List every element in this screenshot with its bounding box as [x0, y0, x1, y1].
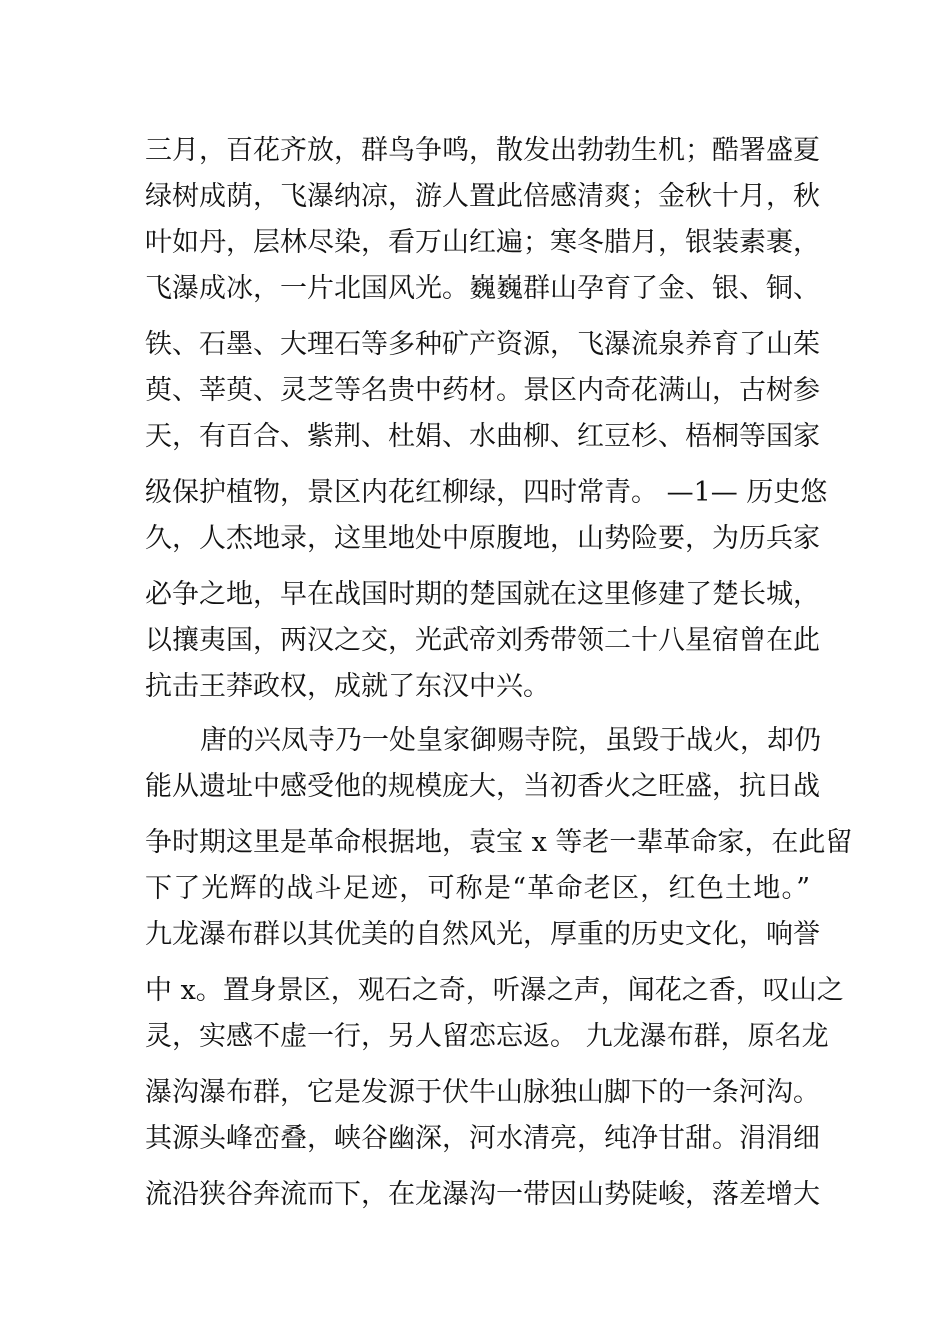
text-line: 流沿狭谷奔流而下，在龙瀑沟一带因山势陡峻，落差增大 [145, 1179, 820, 1210]
text-line: 九龙瀑布群以其优美的自然风光，厚重的历史文化，响誉 [145, 919, 820, 950]
text-line: 萸、莘萸、灵芝等名贵中药材。景区内奇花满山，古树参 [145, 375, 820, 406]
text-line: 争时期这里是革命根据地，袁宝 x 等老一辈革命家，在此留 [145, 827, 853, 858]
text-line: 级保护植物，景区内花红柳绿，四时常青。 —1— 历史悠 [145, 477, 828, 508]
text-line: 唐的兴凤寺乃一处皇家御赐寺院，虽毁于战火，却仍 [200, 725, 821, 756]
text-line: 下了光辉的战斗足迹，可称是“革命老区，红色土地。” [145, 873, 810, 904]
text-line: 其源头峰峦叠，峡谷幽深，河水清亮，纯净甘甜。涓涓细 [145, 1123, 820, 1154]
text-line: 瀑沟瀑布群，它是发源于伏牛山脉独山脚下的一条河沟。 [145, 1077, 820, 1108]
text-line: 中 x。置身景区，观石之奇，听瀑之声，闻花之香，叹山之 [145, 975, 844, 1006]
text-line: 叶如丹，层林尽染，看万山红遍；寒冬腊月，银装素裹， [145, 227, 820, 258]
text-line: 三月，百花齐放，群鸟争鸣，散发出勃勃生机；酷署盛夏 [145, 135, 820, 166]
text-line: 灵，实感不虚一行，另人留恋忘返。 九龙瀑布群，原名龙 [145, 1021, 829, 1052]
text-line: 久，人杰地录，这里地处中原腹地，山势险要，为历兵家 [145, 523, 820, 554]
text-line: 铁、石墨、大理石等多种矿产资源，飞瀑流泉养育了山茱 [145, 329, 820, 360]
text-line: 绿树成荫，飞瀑纳凉，游人置此倍感清爽；金秋十月，秋 [145, 181, 820, 212]
text-line: 以攘夷国，两汉之交，光武帝刘秀带领二十八星宿曾在此 [145, 625, 820, 656]
text-line: 抗击王莽政权，成就了东汉中兴。 [145, 671, 550, 702]
text-line: 必争之地，早在战国时期的楚国就在这里修建了楚长城， [145, 579, 820, 610]
text-line: 能从遗址中感受他的规模庞大，当初香火之旺盛，抗日战 [145, 771, 820, 802]
text-line: 飞瀑成冰，一片北国风光。巍巍群山孕育了金、银、铜、 [145, 273, 820, 304]
text-line: 天，有百合、紫荆、杜娟、水曲柳、红豆杉、梧桐等国家 [145, 421, 820, 452]
